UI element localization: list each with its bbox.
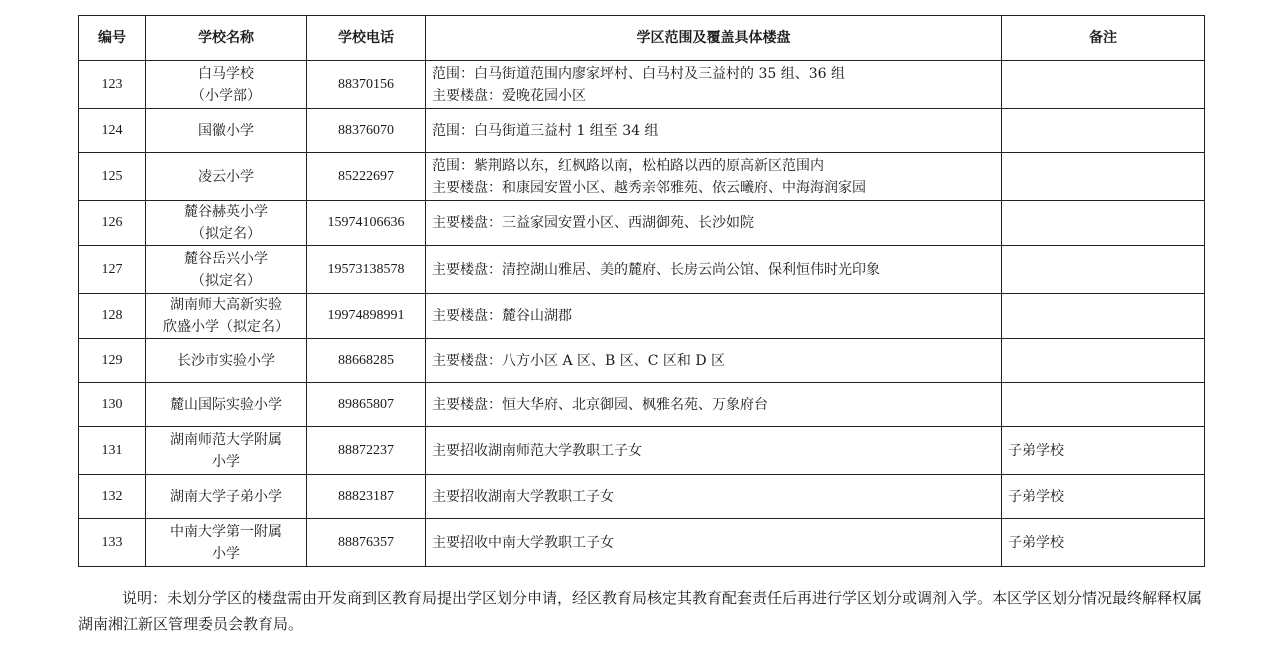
cell-id: 128 (79, 294, 146, 339)
cell-phone: 88376070 (307, 109, 426, 153)
scope-line: 主要楼盘：和康园安置小区、越秀亲邻雅苑、依云曦府、中海海润家园 (432, 179, 866, 196)
table-row (79, 201, 1205, 246)
scope-line: 主要楼盘：清控湖山雅居、美的麓府、长房云尚公馆、保利恒伟时光印象 (432, 261, 880, 278)
school-name-line: 麓山国际实验小学 (170, 396, 282, 413)
cell-phone: 88872237 (307, 427, 426, 475)
school-name-line: 凌云小学 (198, 168, 254, 185)
school-name-line: 国徽小学 (198, 122, 254, 139)
cell-note (1002, 246, 1205, 294)
header-note: 备注 (1002, 16, 1205, 61)
header-school-name: 学校名称 (146, 16, 307, 61)
cell-id: 123 (79, 61, 146, 109)
scope-line: 主要楼盘：三益家园安置小区、西湖御苑、长沙如院 (432, 215, 754, 231)
cell-school-name (146, 201, 307, 246)
cell-id: 130 (79, 383, 146, 427)
cell-school-name (146, 109, 307, 153)
cell-scope (426, 61, 1002, 109)
cell-scope (426, 153, 1002, 201)
scope-line: 主要招收湖南大学教职工子女 (432, 488, 614, 505)
cell-note (1002, 201, 1205, 246)
cell-school-name (146, 427, 307, 475)
table-header-row (79, 16, 1205, 61)
cell-note: 子弟学校 (1002, 427, 1205, 475)
cell-phone: 19974898991 (307, 294, 426, 339)
school-name-line: 中南大学第一附属 (170, 523, 282, 540)
header-school-phone: 学校电话 (307, 16, 426, 61)
cell-phone: 89865807 (307, 383, 426, 427)
school-name-line: 湖南师范大学附属 (170, 431, 282, 448)
cell-scope (426, 294, 1002, 339)
cell-phone: 19573138578 (307, 246, 426, 294)
header-id: 编号 (79, 16, 146, 61)
scope-line: 主要楼盘：爱晚花园小区 (432, 87, 586, 104)
table-row (79, 153, 1205, 201)
cell-id: 125 (79, 153, 146, 201)
cell-note (1002, 294, 1205, 339)
cell-note: 子弟学校 (1002, 475, 1205, 519)
school-name-line: 湖南大学子弟小学 (170, 488, 282, 505)
cell-id: 129 (79, 339, 146, 383)
cell-id: 124 (79, 109, 146, 153)
cell-scope (426, 519, 1002, 567)
school-name-line: 长沙市实验小学 (177, 352, 275, 369)
scope-line: 主要楼盘：恒大华府、北京御园、枫雅名苑、万象府台 (432, 396, 768, 413)
school-name-line: （拟定名） (191, 226, 261, 242)
cell-scope (426, 427, 1002, 475)
school-name-line: （小学部） (191, 87, 261, 104)
cell-scope (426, 201, 1002, 246)
school-name-line: 麓谷赫英小学 (184, 204, 268, 220)
table-row (79, 475, 1205, 519)
school-name-line: 欣盛小学（拟定名） (163, 319, 289, 335)
cell-id: 131 (79, 427, 146, 475)
cell-note (1002, 339, 1205, 383)
scope-line: 主要楼盘：麓谷山湖郡 (432, 308, 572, 324)
scope-line: 主要招收湖南师范大学教职工子女 (432, 442, 642, 459)
school-name-line: 湖南师大高新实验 (170, 297, 282, 313)
school-name-line: （拟定名） (191, 272, 261, 289)
cell-phone: 88876357 (307, 519, 426, 567)
table-row (79, 383, 1205, 427)
cell-note (1002, 61, 1205, 109)
cell-school-name (146, 246, 307, 294)
cell-phone: 88668285 (307, 339, 426, 383)
cell-note (1002, 109, 1205, 153)
cell-school-name (146, 61, 307, 109)
cell-phone: 15974106636 (307, 201, 426, 246)
cell-school-name (146, 519, 307, 567)
school-name-line: 白马学校 (198, 65, 254, 82)
cell-scope (426, 383, 1002, 427)
cell-scope (426, 109, 1002, 153)
cell-school-name (146, 475, 307, 519)
scope-line: 主要楼盘：八方小区 A 区、B 区、C 区和 D 区 (432, 352, 726, 369)
table-row (79, 339, 1205, 383)
cell-scope (426, 339, 1002, 383)
cell-id: 133 (79, 519, 146, 567)
school-district-table (78, 15, 1205, 567)
scope-line: 主要招收中南大学教职工子女 (432, 534, 614, 551)
school-name-line: 小学 (212, 545, 240, 562)
cell-scope (426, 475, 1002, 519)
cell-id: 126 (79, 201, 146, 246)
school-name-line: 小学 (212, 453, 240, 470)
table-row (79, 246, 1205, 294)
header-district-scope: 学区范围及覆盖具体楼盘 (426, 16, 1002, 61)
cell-school-name (146, 153, 307, 201)
cell-note (1002, 153, 1205, 201)
table-row (79, 61, 1205, 109)
cell-phone: 88370156 (307, 61, 426, 109)
footnote-explanation: 说明：未划分学区的楼盘需由开发商到区教育局提出学区划分申请，经区教育局核定其教育配套责任后再进行学区划分或调剂入学。本区学区划分情况最终解释权属湖南湘江新区管理委员会教育局。 (78, 589, 1203, 633)
cell-phone: 85222697 (307, 153, 426, 201)
table-row (79, 294, 1205, 339)
scope-line: 范围：紫荆路以东，红枫路以南，松柏路以西的原高新区范围内 (432, 157, 824, 174)
scope-line: 范围：白马街道范围内廖家坪村、白马村及三益村的 35 组、36 组 (432, 65, 845, 82)
cell-id: 127 (79, 246, 146, 294)
cell-note (1002, 383, 1205, 427)
cell-note: 子弟学校 (1002, 519, 1205, 567)
cell-id: 132 (79, 475, 146, 519)
cell-school-name (146, 383, 307, 427)
cell-phone: 88823187 (307, 475, 426, 519)
scope-line: 范围：白马街道三益村 1 组至 34 组 (432, 122, 659, 139)
school-name-line: 麓谷岳兴小学 (184, 250, 268, 267)
table-row (79, 427, 1205, 475)
cell-school-name (146, 294, 307, 339)
table-row (79, 519, 1205, 567)
cell-school-name (146, 339, 307, 383)
table-row (79, 109, 1205, 153)
cell-scope (426, 246, 1002, 294)
